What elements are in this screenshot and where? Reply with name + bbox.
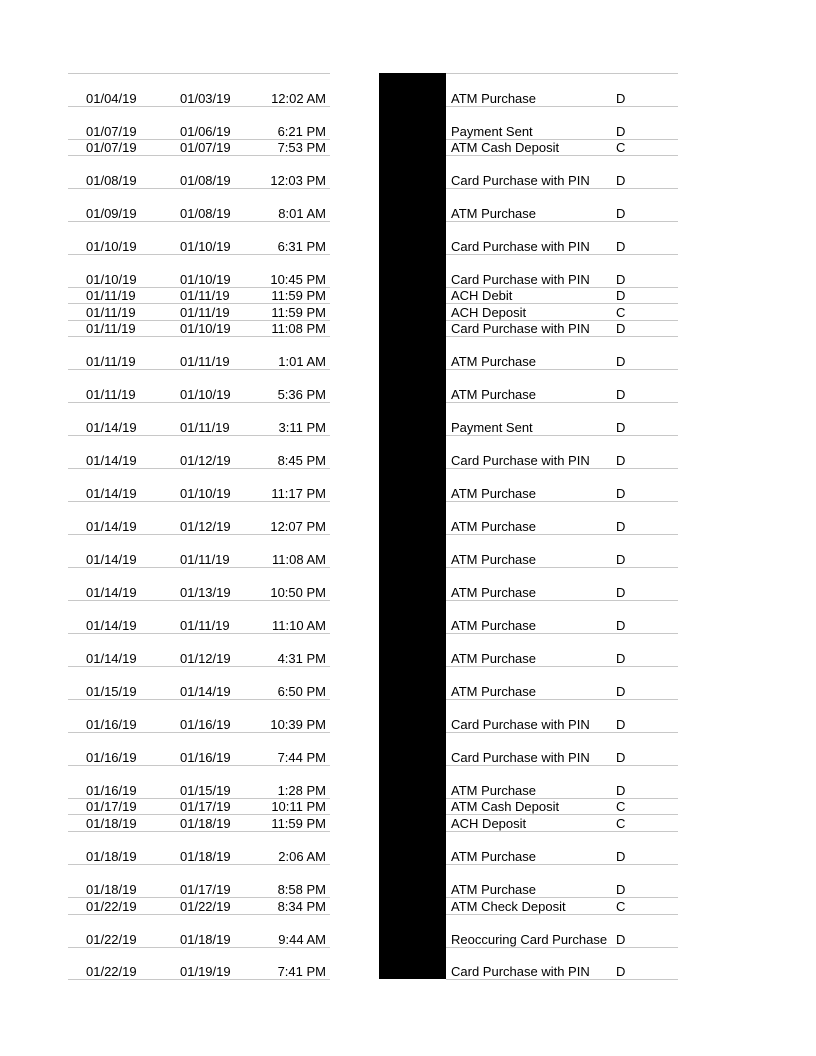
row-divider xyxy=(446,732,678,733)
type-cell: D xyxy=(616,552,626,567)
posted-date-cell: 01/11/19 xyxy=(86,288,136,303)
description-cell: ATM Purchase xyxy=(451,849,537,864)
description-cell: ATM Purchase xyxy=(451,387,537,402)
type-cell: D xyxy=(616,321,626,336)
transaction-date-cell: 01/18/19 xyxy=(180,932,231,947)
row-divider xyxy=(446,369,678,370)
transaction-date-cell: 01/16/19 xyxy=(180,750,231,765)
row-divider xyxy=(446,979,678,980)
posted-date-cell: 01/04/19 xyxy=(86,91,137,106)
type-cell: C xyxy=(616,305,626,320)
time-cell: 10:50 PM xyxy=(270,585,326,600)
time-cell: 11:08 AM xyxy=(272,552,326,567)
row-divider xyxy=(446,831,678,832)
transaction-date-cell: 01/11/19 xyxy=(180,288,230,303)
table-row xyxy=(0,914,816,947)
table-row xyxy=(0,897,816,914)
description-cell: ATM Purchase xyxy=(451,486,537,501)
table-row xyxy=(0,798,816,814)
time-cell: 1:28 PM xyxy=(277,783,326,798)
posted-date-cell: 01/14/19 xyxy=(86,453,137,468)
type-cell: C xyxy=(616,899,626,914)
posted-date-cell: 01/11/19 xyxy=(86,321,136,336)
type-cell: D xyxy=(616,272,626,287)
row-divider xyxy=(446,221,678,222)
time-cell: 7:53 PM xyxy=(277,140,326,155)
row-divider xyxy=(68,468,330,469)
type-cell: D xyxy=(616,618,626,633)
description-cell: ACH Deposit xyxy=(451,816,527,831)
row-divider xyxy=(446,336,678,337)
type-cell: D xyxy=(616,932,626,947)
transaction-date-cell: 01/03/19 xyxy=(180,91,231,106)
description-cell: ATM Purchase xyxy=(451,882,537,897)
row-divider xyxy=(68,106,330,107)
row-divider xyxy=(446,320,678,321)
row-divider xyxy=(446,567,678,568)
row-divider xyxy=(68,814,330,815)
table-row xyxy=(0,947,816,979)
row-divider xyxy=(446,73,678,74)
transaction-date-cell: 01/10/19 xyxy=(180,387,231,402)
type-cell: D xyxy=(616,585,626,600)
row-divider xyxy=(68,221,330,222)
row-divider xyxy=(68,699,330,700)
description-cell: Card Purchase with PIN xyxy=(451,173,590,188)
row-divider xyxy=(446,188,678,189)
time-cell: 7:41 PM xyxy=(277,964,326,979)
time-cell: 6:50 PM xyxy=(277,684,326,699)
type-cell: D xyxy=(616,486,626,501)
time-cell: 9:44 AM xyxy=(278,932,326,947)
transaction-date-cell: 01/16/19 xyxy=(180,717,231,732)
time-cell: 3:11 PM xyxy=(278,420,326,435)
row-divider xyxy=(446,864,678,865)
posted-date-cell: 01/14/19 xyxy=(86,585,137,600)
table-row xyxy=(0,633,816,666)
posted-date-cell: 01/10/19 xyxy=(86,239,137,254)
type-cell: D xyxy=(616,206,626,221)
transaction-date-cell: 01/10/19 xyxy=(180,486,231,501)
time-cell: 11:59 PM xyxy=(271,305,326,320)
row-divider xyxy=(446,287,678,288)
row-divider xyxy=(68,139,330,140)
row-divider xyxy=(68,435,330,436)
row-divider xyxy=(68,765,330,766)
transaction-date-cell: 01/06/19 xyxy=(180,124,231,139)
table-row xyxy=(0,287,816,303)
posted-date-cell: 01/16/19 xyxy=(86,717,137,732)
type-cell: D xyxy=(616,173,626,188)
transaction-date-cell: 01/10/19 xyxy=(180,321,231,336)
posted-date-cell: 01/14/19 xyxy=(86,552,137,567)
row-divider xyxy=(446,435,678,436)
table-row xyxy=(0,369,816,402)
row-divider xyxy=(68,73,330,74)
row-divider xyxy=(68,287,330,288)
type-cell: C xyxy=(616,816,626,831)
table-row xyxy=(0,320,816,336)
row-divider xyxy=(446,254,678,255)
row-divider xyxy=(68,534,330,535)
posted-date-cell: 01/11/19 xyxy=(86,305,136,320)
row-divider xyxy=(68,947,330,948)
row-divider xyxy=(68,402,330,403)
time-cell: 10:39 PM xyxy=(270,717,326,732)
description-cell: ATM Check Deposit xyxy=(451,899,566,914)
row-divider xyxy=(446,897,678,898)
row-divider xyxy=(68,666,330,667)
row-divider xyxy=(446,106,678,107)
description-cell: ATM Purchase xyxy=(451,552,537,567)
type-cell: D xyxy=(616,717,626,732)
row-divider xyxy=(446,765,678,766)
posted-date-cell: 01/16/19 xyxy=(86,750,137,765)
table-row xyxy=(0,73,816,106)
time-cell: 8:45 PM xyxy=(277,453,326,468)
transaction-date-cell: 01/15/19 xyxy=(180,783,231,798)
transaction-date-cell: 01/19/19 xyxy=(180,964,231,979)
type-cell: D xyxy=(616,849,626,864)
table-row xyxy=(0,155,816,188)
posted-date-cell: 01/22/19 xyxy=(86,932,137,947)
time-cell: 8:01 AM xyxy=(278,206,326,221)
time-cell: 2:06 AM xyxy=(278,849,326,864)
row-divider xyxy=(68,732,330,733)
type-cell: D xyxy=(616,91,626,106)
posted-date-cell: 01/10/19 xyxy=(86,272,137,287)
time-cell: 11:10 AM xyxy=(272,618,326,633)
row-divider xyxy=(446,699,678,700)
posted-date-cell: 01/14/19 xyxy=(86,651,137,666)
type-cell: D xyxy=(616,420,626,435)
posted-date-cell: 01/18/19 xyxy=(86,849,137,864)
transaction-date-cell: 01/12/19 xyxy=(180,453,231,468)
type-cell: D xyxy=(616,387,626,402)
type-cell: D xyxy=(616,882,626,897)
row-divider xyxy=(446,633,678,634)
description-cell: ATM Purchase xyxy=(451,354,537,369)
posted-date-cell: 01/15/19 xyxy=(86,684,137,699)
table-row xyxy=(0,303,816,320)
posted-date-cell: 01/08/19 xyxy=(86,173,137,188)
row-divider xyxy=(68,188,330,189)
transaction-date-cell: 01/11/19 xyxy=(180,552,230,567)
time-cell: 12:07 PM xyxy=(270,519,326,534)
row-divider xyxy=(68,633,330,634)
type-cell: D xyxy=(616,124,626,139)
posted-date-cell: 01/14/19 xyxy=(86,618,137,633)
table-row xyxy=(0,221,816,254)
row-divider xyxy=(68,369,330,370)
row-divider xyxy=(446,798,678,799)
description-cell: Card Purchase with PIN xyxy=(451,750,590,765)
type-cell: D xyxy=(616,964,626,979)
type-cell: D xyxy=(616,453,626,468)
description-cell: ATM Cash Deposit xyxy=(451,799,560,814)
row-divider xyxy=(446,501,678,502)
row-divider xyxy=(446,303,678,304)
table-row xyxy=(0,864,816,897)
type-cell: D xyxy=(616,288,626,303)
time-cell: 4:31 PM xyxy=(277,651,326,666)
row-divider xyxy=(68,897,330,898)
table-row xyxy=(0,501,816,534)
table-row xyxy=(0,188,816,221)
transaction-date-cell: 01/17/19 xyxy=(180,799,231,814)
time-cell: 10:45 PM xyxy=(270,272,326,287)
time-cell: 12:02 AM xyxy=(271,91,326,106)
description-cell: ACH Deposit xyxy=(451,305,527,320)
description-cell: ATM Cash Deposit xyxy=(451,140,560,155)
transaction-date-cell: 01/11/19 xyxy=(180,305,230,320)
description-cell: ACH Debit xyxy=(451,288,513,303)
row-divider xyxy=(68,336,330,337)
transaction-date-cell: 01/17/19 xyxy=(180,882,231,897)
posted-date-cell: 01/07/19 xyxy=(86,140,137,155)
description-cell: ATM Purchase xyxy=(451,585,537,600)
transaction-date-cell: 01/07/19 xyxy=(180,140,231,155)
time-cell: 12:03 PM xyxy=(270,173,326,188)
posted-date-cell: 01/16/19 xyxy=(86,783,137,798)
row-divider xyxy=(446,947,678,948)
posted-date-cell: 01/17/19 xyxy=(86,799,137,814)
transaction-date-cell: 01/12/19 xyxy=(180,519,231,534)
table-row xyxy=(0,435,816,468)
table-row xyxy=(0,534,816,567)
transaction-date-cell: 01/11/19 xyxy=(180,618,230,633)
description-cell: ATM Purchase xyxy=(451,91,537,106)
description-cell: ATM Purchase xyxy=(451,684,537,699)
table-row xyxy=(0,831,816,864)
table-row xyxy=(0,336,816,369)
table-row xyxy=(0,139,816,155)
row-divider xyxy=(68,320,330,321)
row-divider xyxy=(446,468,678,469)
row-divider xyxy=(68,600,330,601)
row-divider xyxy=(446,139,678,140)
transaction-date-cell: 01/13/19 xyxy=(180,585,231,600)
description-cell: ATM Purchase xyxy=(451,651,537,666)
row-divider xyxy=(68,798,330,799)
row-divider xyxy=(446,402,678,403)
row-divider xyxy=(68,155,330,156)
description-cell: ATM Purchase xyxy=(451,519,537,534)
time-cell: 11:59 PM xyxy=(271,288,326,303)
row-divider xyxy=(68,914,330,915)
transaction-date-cell: 01/18/19 xyxy=(180,849,231,864)
description-cell: Card Purchase with PIN xyxy=(451,272,590,287)
row-divider xyxy=(68,303,330,304)
row-divider xyxy=(68,979,330,980)
row-divider xyxy=(68,501,330,502)
type-cell: D xyxy=(616,684,626,699)
table-row xyxy=(0,402,816,435)
description-cell: ATM Purchase xyxy=(451,206,537,221)
time-cell: 5:36 PM xyxy=(277,387,326,402)
posted-date-cell: 01/22/19 xyxy=(86,964,137,979)
type-cell: D xyxy=(616,239,626,254)
description-cell: ATM Purchase xyxy=(451,618,537,633)
description-cell: Card Purchase with PIN xyxy=(451,717,590,732)
posted-date-cell: 01/07/19 xyxy=(86,124,137,139)
posted-date-cell: 01/18/19 xyxy=(86,882,137,897)
row-divider xyxy=(68,831,330,832)
transaction-date-cell: 01/11/19 xyxy=(180,420,230,435)
row-divider xyxy=(446,666,678,667)
table-row xyxy=(0,732,816,765)
time-cell: 11:17 PM xyxy=(271,486,326,501)
transaction-date-cell: 01/18/19 xyxy=(180,816,231,831)
table-row xyxy=(0,814,816,831)
description-cell: Card Purchase with PIN xyxy=(451,239,590,254)
row-divider xyxy=(68,254,330,255)
table-row xyxy=(0,567,816,600)
type-cell: C xyxy=(616,799,626,814)
transaction-date-cell: 01/12/19 xyxy=(180,651,231,666)
table-row xyxy=(0,699,816,732)
posted-date-cell: 01/14/19 xyxy=(86,486,137,501)
table-row xyxy=(0,600,816,633)
description-cell: Payment Sent xyxy=(451,124,533,139)
table-row xyxy=(0,254,816,287)
time-cell: 10:11 PM xyxy=(271,799,326,814)
row-divider xyxy=(68,864,330,865)
posted-date-cell: 01/11/19 xyxy=(86,354,136,369)
table-row xyxy=(0,106,816,139)
table-row xyxy=(0,468,816,501)
transaction-date-cell: 01/10/19 xyxy=(180,272,231,287)
time-cell: 11:59 PM xyxy=(271,816,326,831)
posted-date-cell: 01/09/19 xyxy=(86,206,137,221)
type-cell: D xyxy=(616,651,626,666)
transaction-date-cell: 01/11/19 xyxy=(180,354,230,369)
time-cell: 8:58 PM xyxy=(277,882,326,897)
row-divider xyxy=(446,814,678,815)
time-cell: 6:31 PM xyxy=(277,239,326,254)
description-cell: Card Purchase with PIN xyxy=(451,453,590,468)
time-cell: 11:08 PM xyxy=(271,321,326,336)
transaction-date-cell: 01/22/19 xyxy=(180,899,231,914)
transaction-date-cell: 01/08/19 xyxy=(180,173,231,188)
type-cell: D xyxy=(616,750,626,765)
description-cell: Reoccuring Card Purchase xyxy=(451,932,608,947)
type-cell: D xyxy=(616,519,626,534)
time-cell: 8:34 PM xyxy=(277,899,326,914)
description-cell: ATM Purchase xyxy=(451,783,537,798)
type-cell: D xyxy=(616,354,626,369)
description-cell: Card Purchase with PIN xyxy=(451,964,590,979)
row-divider xyxy=(446,155,678,156)
table-row xyxy=(0,666,816,699)
row-divider xyxy=(446,600,678,601)
row-divider xyxy=(446,914,678,915)
row-divider xyxy=(68,567,330,568)
description-cell: Card Purchase with PIN xyxy=(451,321,590,336)
posted-date-cell: 01/14/19 xyxy=(86,420,137,435)
time-cell: 1:01 AM xyxy=(278,354,326,369)
posted-date-cell: 01/22/19 xyxy=(86,899,137,914)
posted-date-cell: 01/14/19 xyxy=(86,519,137,534)
transaction-date-cell: 01/08/19 xyxy=(180,206,231,221)
type-cell: D xyxy=(616,783,626,798)
transaction-date-cell: 01/14/19 xyxy=(180,684,231,699)
posted-date-cell: 01/18/19 xyxy=(86,816,137,831)
row-divider xyxy=(446,534,678,535)
transaction-date-cell: 01/10/19 xyxy=(180,239,231,254)
table-row xyxy=(0,765,816,798)
time-cell: 6:21 PM xyxy=(277,124,326,139)
type-cell: C xyxy=(616,140,626,155)
time-cell: 7:44 PM xyxy=(277,750,326,765)
posted-date-cell: 01/11/19 xyxy=(86,387,136,402)
description-cell: Payment Sent xyxy=(451,420,533,435)
